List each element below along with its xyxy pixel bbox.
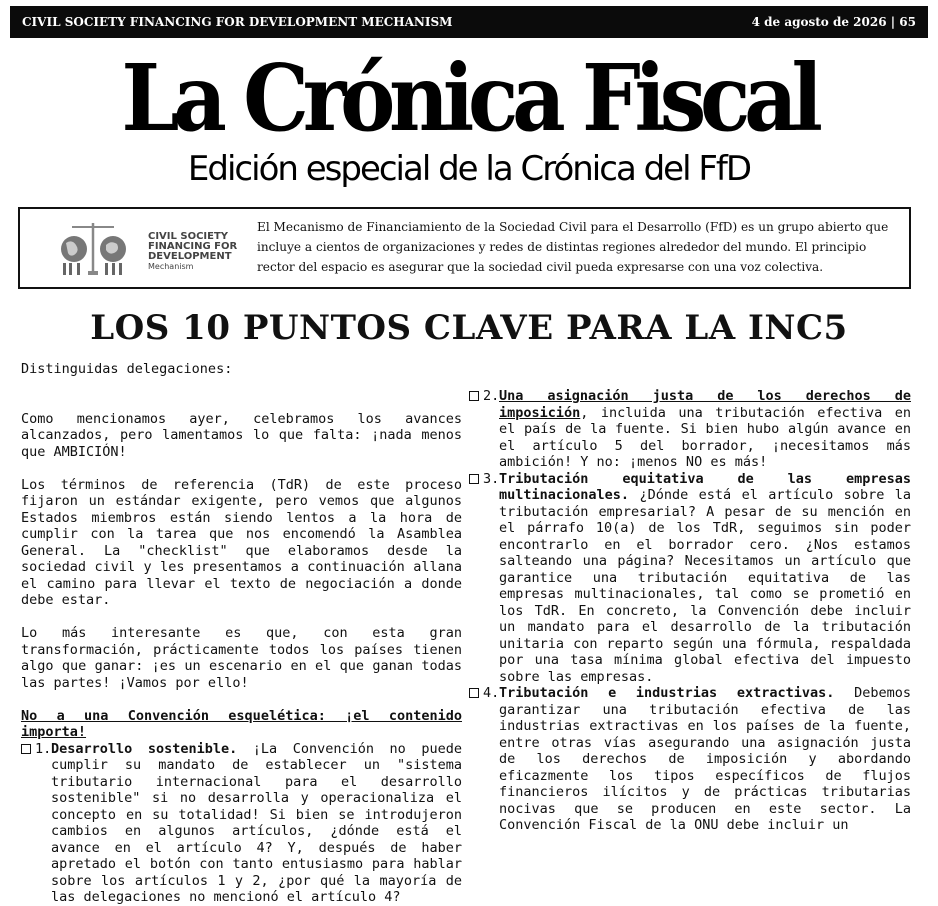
logo-wordmark: CIVIL SOCIETY FINANCING FOR DEVELOPMENT Mechanism (148, 231, 238, 271)
checkbox-icon (21, 744, 31, 754)
left-column (21, 361, 462, 906)
masthead-subtitle: Edición especial de la Crónica del FfD (187, 149, 751, 189)
checklist-item-3: 3. Tributación equitativa de las empresas multinacionales. ¿Dónde está el artículo sobre la tributación empresarial? A pesar de su mención en el párrafo 10(a) de los TdR, seguimos sin poder encontrarlo en el borrador cero. ¿Nos estamos salteando una página? Necesitamos un artículo que garantice una tributación equitativa de las empresas multinacionales, tal como se prometió en los TdR. En concreto, la Convención debe incluir un mandato para el desarrollo de la tributación unitaria con reparto según una fórmula, respaldada por una tasa mínima global efectiva del impuesto sobre las empresas. (469, 471, 911, 686)
item-text: Debemos garantizar una tributación efectiva de las industrias extractivas en los países de la fuente, entre otras vías asegurando una asignación justa de los derechos de imposición y abordando eficazmente los tipos específicos de flujos financieros ilícitos y de prácticas tributarias nocivas que se producen en este sector. La Convención Fiscal de la ONU debe incluir un (499, 685, 911, 833)
date-page: 4 de agosto de 2026 | 65 (751, 15, 916, 29)
checkbox-icon (469, 688, 479, 698)
article-headline: LOS 10 PUNTOS CLAVE PARA LA INC5 (90, 308, 848, 348)
right-column (469, 388, 911, 834)
checklist-item-1: 1. Desarrollo sostenible. ¡La Convención no puede cumplir su mandato de establecer un "sistema tributario internacional para el desarrollo sostenible" si no desarrolla y operacionaliza el concepto en su totalidad! Si bien se introdujeron cambios en algunos artículos, ¿dónde está el avance en el artículo 4? Y, después de haber apretado el botón con tanto entusiasmo para hablar sobre los artículos 1 y 2, ¿por qué la mayoría de las delegaciones no mencionó el artículo 4? (21, 741, 462, 906)
item-text: ¡La Convención no puede cumplir su mandato de establecer un "sistema tributario internacional para el desarrollo sostenible" si no desarrolla y operacionaliza el concepto en su totalidad! Si bien se introdujeron cambios en algunos artículos, ¿dónde está el avance en el artículo 4? Y, después de haber apretado el botón con tanto entusiasmo para hablar sobre los artículos 1 y 2, ¿por qué la mayoría de las delegaciones no mencionó el artículo 4? (51, 740, 462, 905)
info-description: El Mecanismo de Financiamiento de la Sociedad Civil para el Desarrollo (FfD) es un grupo abierto que incluye a cientos de organizaciones y redes de distintas regiones alrededor del mundo. El principio rector del espacio es asegurar que la sociedad civil pueda expresarse con una voz colectiva. (257, 220, 889, 274)
intro-paragraph-3: Lo más interesante es que, con esta gran transformación, prácticamente todos los países tienen algo que ganar: ¡es un escenario en el que ganan todas las partes! ¡Vamos por ello! (21, 625, 462, 691)
intro-paragraph-1: Como mencionamos ayer, celebramos los avances alcanzados, pero lamentamos lo que falta: ¡nada menos que AMBICIÓN! (21, 410, 462, 460)
item-lead: Tributación equitativa de las empresas multinacionales. (499, 470, 911, 503)
section-title: No a una Convención esquelética: ¡el contenido importa! (21, 707, 462, 740)
item-text: , incluida una tributación efectiva en el país de la fuente. Si bien hubo algún avance en el artículo 5 del borrador, ¡necesitamos más ambición! Y no: ¡menos NO es más! (499, 404, 911, 470)
item-text: ¿Dónde está el artículo sobre la tributación empresarial? A pesar de su mención en el párrafo 10(a) de los TdR, seguimos sin poder encontrarlo en el borrador cero. ¿Nos estamos salteando una página? Necesitamos un artículo que garantice una tributación equitativa de las empresas multinacionales, tal como se prometió en los TdR. En concreto, la Convención debe incluir un mandato para el desarrollo de la tributación unitaria con reparto según una fórmula, respaldada por una tasa mínima global efectiva del impuesto sobre las empresas. (499, 487, 911, 685)
header-bar (10, 6, 928, 38)
checkbox-icon (469, 391, 479, 401)
intro-paragraph-2: Los términos de referencia (TdR) de este proceso fijaron un estándar exigente, pero vemos que algunos Estados miembros están siendo lentos a la hora de cumplir con la tarea que nos encomendó la Asamblea General. La "checklist" que elaboramos desde la sociedad civil y les presentamos a continuación allana el camino para llevar el texto de negociación a donde debe estar. (21, 476, 462, 608)
checklist-item-2: 2. Una asignación justa de los derechos de imposición, incluida una tributación efectiva en el país de la fuente. Si bien hubo algún avance en el artículo 5 del borrador, ¡necesitamos más ambición! Y no: ¡menos NO es más! (469, 388, 911, 471)
masthead-title: La Crónica Fiscal (121, 44, 817, 152)
item-lead: Tributación e industrias extractivas. (499, 685, 835, 701)
cs-ffd-logo (58, 215, 258, 283)
item-lead: Desarrollo sostenible. (51, 740, 238, 757)
item-lead: Una asignación justa de los derechos de imposición (499, 388, 911, 421)
org-name: CIVIL SOCIETY FINANCING FOR DEVELOPMENT MECHANISM (22, 15, 453, 29)
salutation: Distinguidas delegaciones: (21, 361, 233, 377)
info-box (18, 207, 911, 289)
checkbox-icon (469, 474, 479, 484)
checklist-item-4: 4. Tributación e industrias extractivas. Debemos garantizar una tributación efectiva de las industrias extractivas en los países de la fuente, entre otras vías asegurando una asignación justa de los derechos de imposición y abordando eficazmente los tipos específicos de flujos financieros ilícitos y de prácticas tributarias nocivas que se producen en este sector. La Convención Fiscal de la ONU debe incluir un (469, 685, 911, 834)
